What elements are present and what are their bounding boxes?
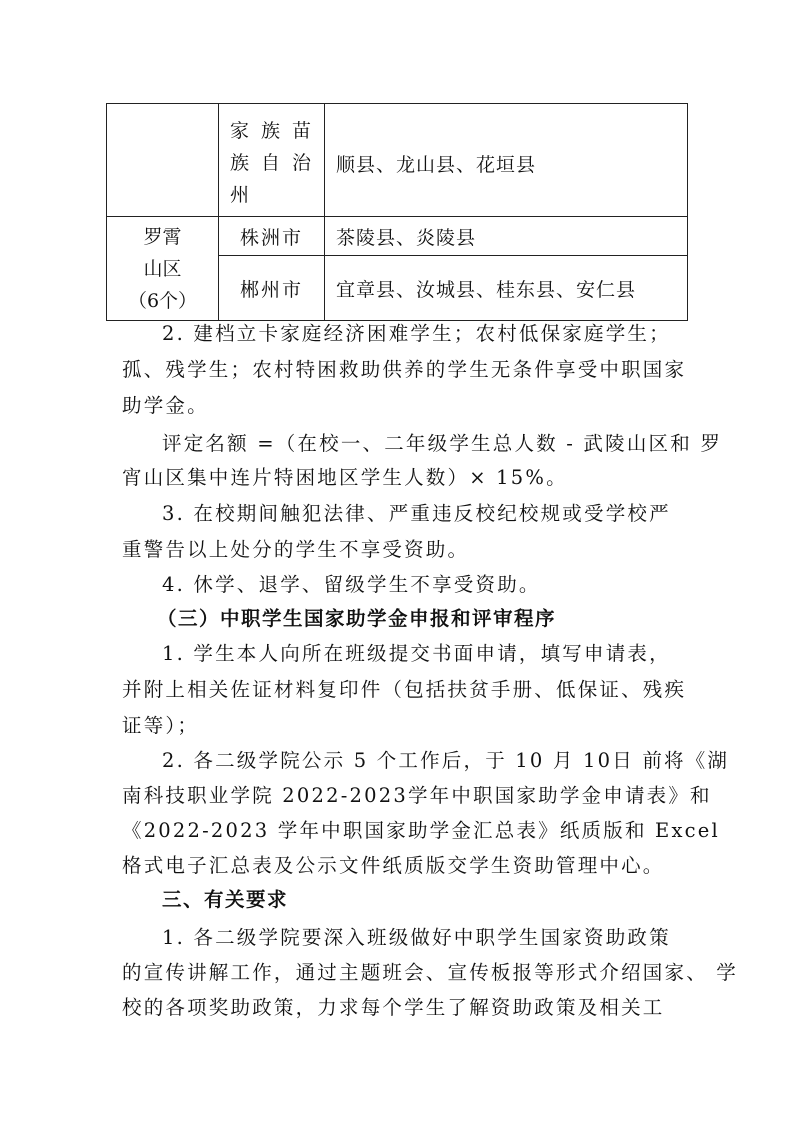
region-cell [107,217,219,321]
city-line: 家族苗 [230,120,316,142]
procedure2-line: 2. 各二级学院公示 5 个工作后，于 10 月 10日 前将《湖 [162,749,730,772]
city-line: 族自治 [230,152,316,174]
formula-line: 宵山区集中连片特困地区学生人数）× 15%。 [122,466,568,489]
county-cell: 茶陵县、炎陵县 [325,217,688,256]
part3-heading: 三、有关要求 [162,888,289,911]
table-row [107,217,688,256]
item2-line: 助学金。 [122,394,209,417]
item2-line: 孤、残学生；农村特困救助供养的学生无条件享受中职国家 [122,358,687,381]
item2-line: 2. 建档立卡家庭经济困难学生；农村低保家庭学生； [162,322,671,345]
procedure2-line: 格式电子汇总表及公示文件纸质版交学生资助管理中心。 [122,854,665,877]
procedure1-line: 证等）； [122,714,200,737]
item3-line: 重警告以上处分的学生不享受资助。 [122,538,470,561]
county-cell: 顺县、龙山县、花垣县 [325,104,688,217]
city-cell: 株洲市 [219,217,325,256]
procedure2-line: 南科技职业学院 2022-2023学年中职国家助学金申请表》和 [122,784,712,807]
requirement1-line: 的宣传讲解工作，通过主题班会、宣传板报等形式介绍国家、 学 [122,961,738,984]
county-cell: 宜章县、汝城县、桂东县、安仁县 [325,256,688,321]
region-line: 罗霄 [143,225,182,248]
procedure2-line: 《2022-2023 学年中职国家助学金汇总表》纸质版和 Excel [122,819,720,842]
city-cell: 郴州市 [219,256,325,321]
requirement1-line: 校的各项奖助政策，力求每个学生了解资助政策及相关工 [122,996,665,1019]
city-line: 州 [230,184,255,206]
procedure1-line: 1. 学生本人向所在班级提交书面申请，填写申请表， [162,642,671,665]
region-table [106,103,688,321]
city-cell [219,104,325,217]
item4-line: 4. 休学、退学、留级学生不享受资助。 [162,573,541,596]
region-cell [107,104,219,217]
procedure1-line: 并附上相关佐证材料复印件（包括扶贫手册、低保证、残疾 [122,678,687,701]
requirement1-line: 1. 各二级学院要深入班级做好中职学生国家资助政策 [162,926,671,949]
region-line: 山区 [143,257,182,280]
region-line: （6个） [127,289,198,312]
formula-line: 评定名额 =（在校一、二年级学生总人数 - 武陵山区和 罗 [162,432,723,455]
table-row [107,104,688,217]
item3-line: 3. 在校期间触犯法律、严重违反校纪校规或受学校严 [162,502,671,525]
section3-heading: （三）中职学生国家助学金申报和评审程序 [157,607,557,630]
